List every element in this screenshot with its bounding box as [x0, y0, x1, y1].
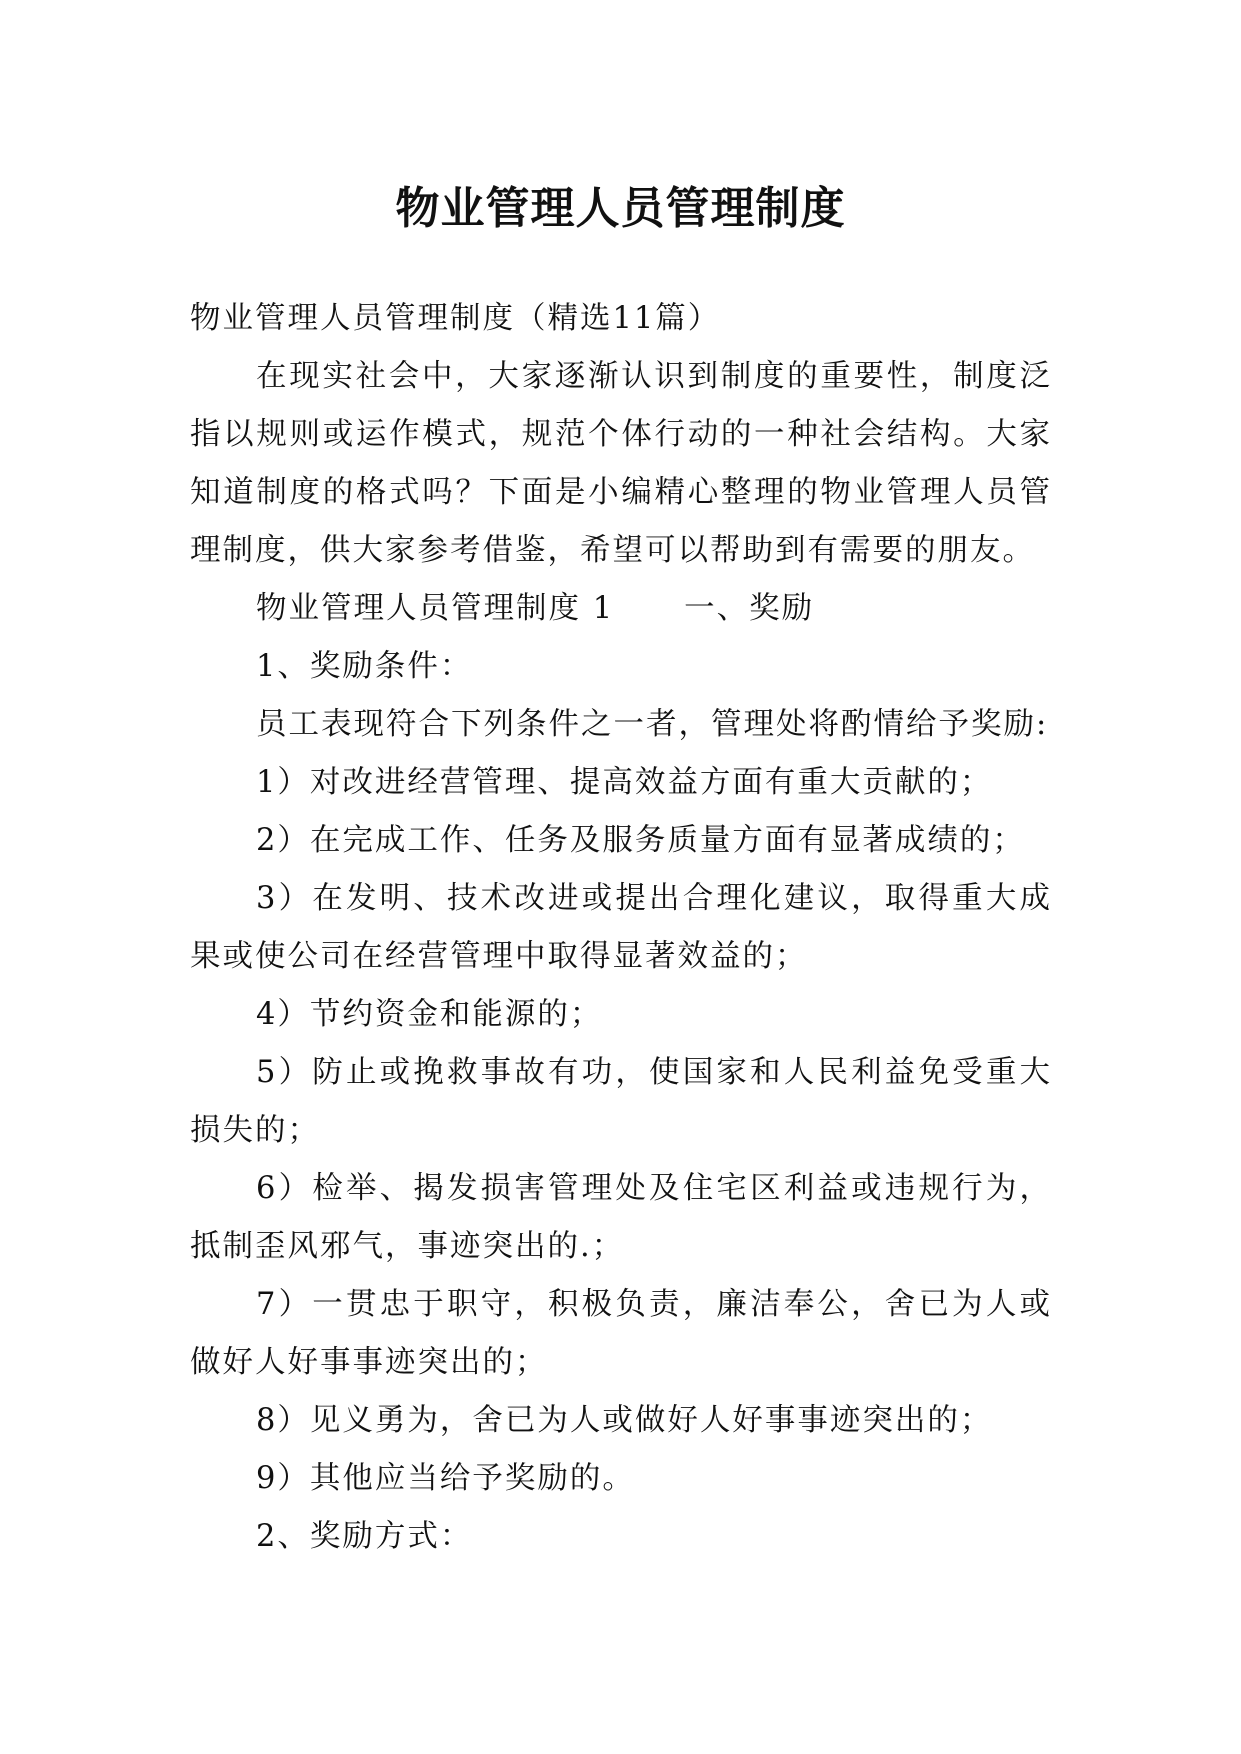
list-item: 9）其他应当给予奖励的。 — [256, 1461, 635, 1496]
paragraph-conditions-lead: 员工表现符合下列条件之一者，管理处将酌情给予奖励: — [256, 707, 1049, 742]
list-item: 8）见义勇为，舍已为人或做好人好事事迹突出的； — [256, 1403, 993, 1438]
document-title: 物业管理人员管理制度 — [395, 183, 846, 235]
paragraph-section-heading — [190, 580, 1052, 638]
paragraph-reward-methods: 2、奖励方式： — [256, 1519, 473, 1554]
list-item: 1）对改进经营管理、提高效益方面有重大贡献的； — [256, 765, 993, 800]
section-subheading: 一、奖励 — [684, 591, 815, 626]
list-item: 4）节约资金和能源的； — [256, 997, 603, 1032]
list-item: 3）在发明、技术改进或提出合理化建议，取得重大成果或使公司在经营管理中取得显著效益的； — [190, 881, 1052, 974]
list-item: 5）防止或挽救事故有功，使国家和人民利益免受重大损失的； — [190, 1055, 1052, 1148]
paragraph-reward-conditions: 1、奖励条件： — [256, 649, 473, 684]
paragraph-subtitle: 物业管理人员管理制度（精选11篇） — [190, 301, 721, 336]
list-item: 6）检举、揭发损害管理处及住宅区利益或违规行为，抵制歪风邪气，事迹突出的.； — [190, 1171, 1052, 1264]
list-item: 7）一贯忠于职守，积极负责，廉洁奉公，舍已为人或做好人好事事迹突出的； — [190, 1287, 1052, 1380]
list-item: 2）在完成工作、任务及服务质量方面有显著成绩的； — [256, 823, 1025, 858]
document-body — [190, 290, 1052, 1566]
paragraph-intro: 在现实社会中，大家逐渐认识到制度的重要性，制度泛指以规则或运作模式，规范个体行动的一种社会结构。大家知道制度的格式吗？下面是小编精心整理的物业管理人员管理制度，供大家参考借鉴，希望可以帮助到有需要的朋友。 — [190, 359, 1052, 568]
section-title: 物业管理人员管理制度 1 — [256, 591, 615, 626]
